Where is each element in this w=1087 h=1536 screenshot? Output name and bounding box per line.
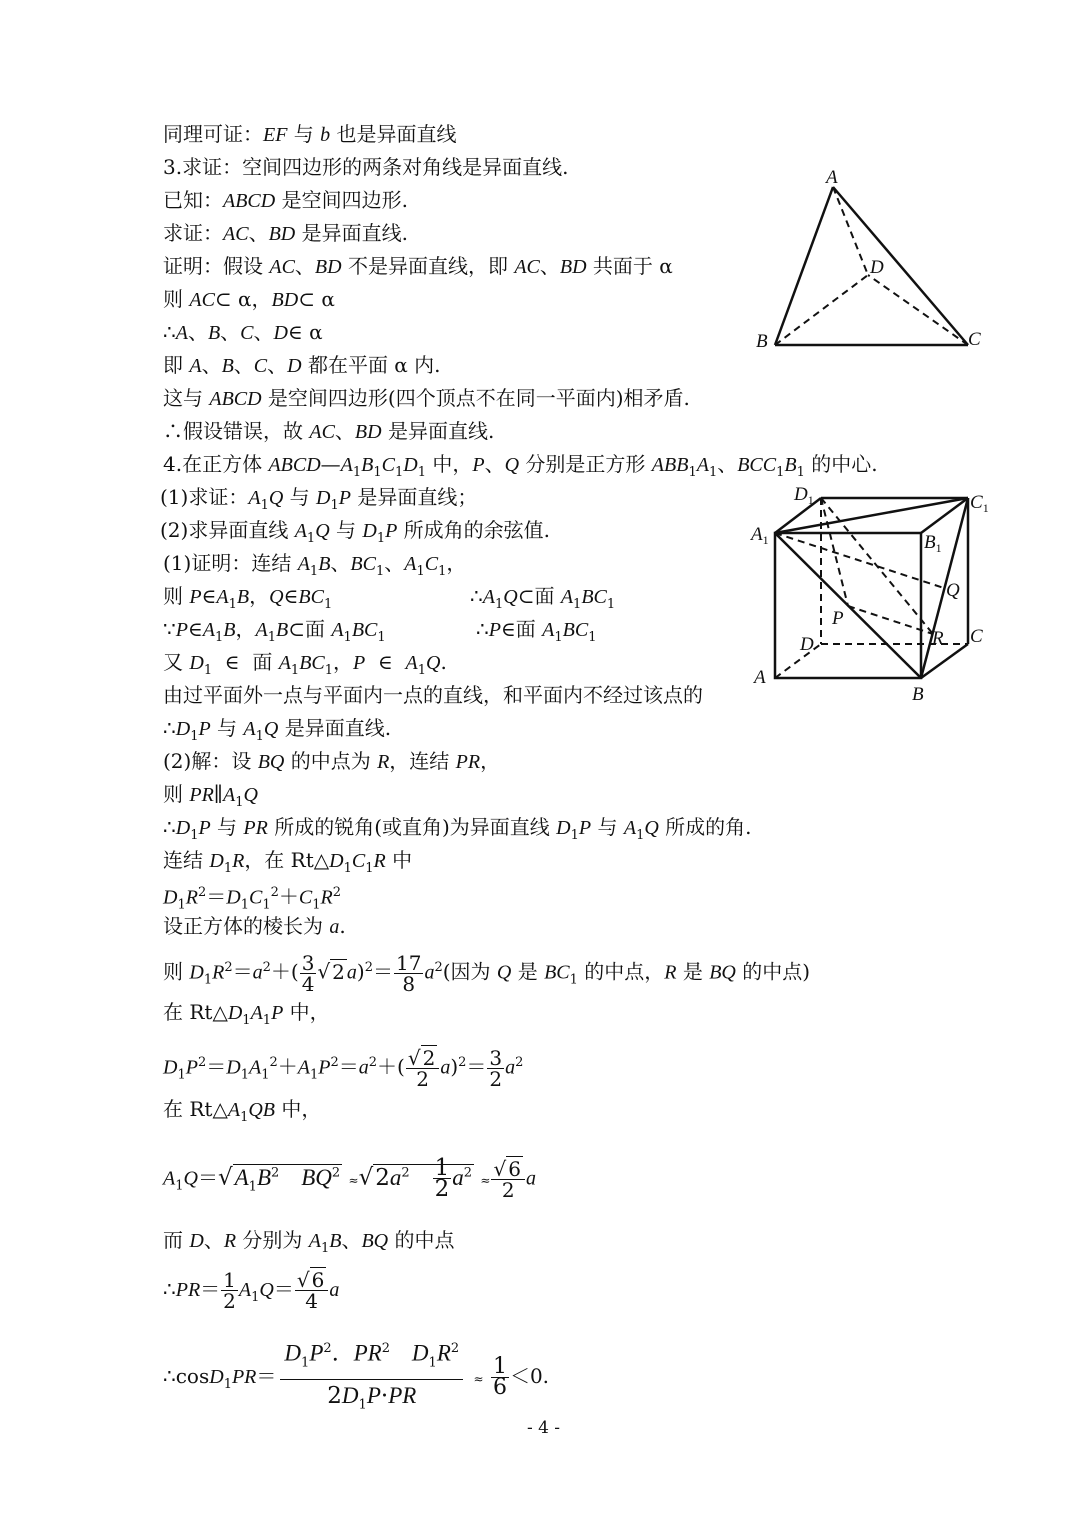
text-line-21: 则 $PR\parallel A_1Q$ [163,782,258,810]
text-line-33: ∴cosD$_1$PR＝ $\frac{D_1P^2. PR^2 D_1R^2}{2D_1P\cdot PR}$ ≈ $\frac{1}{6}$ ＜0. [163,1333,549,1405]
text-line-26: 则 $D_1R^2=a^2+$( $\frac{3}{4}$ √ 2 a)$^2$＝ $\frac{17}{8}$ $a^2$(因为 Q 是 $BC_1$ 的中点，R 是 BQ 的中点) [163,950,811,996]
text-line-25: 设正方体的棱长为 a. [163,914,346,938]
label-D1: $D_1$ [794,484,814,507]
text-line-5: 证明：假设 AC、BD 不是异面直线，即 AC、BD 共面于 α [163,254,673,278]
text-line-15a: 则 $P\in A_1B$，$Q\in BC_1$ [163,584,333,612]
text-line-10: ∴假设错误，故 AC、BD 是异面直线. [163,419,495,443]
text-line-11: 4.在正方体 $ABCD—A_1B_1C_1D_1$ 中，P、Q 分别是正方形 $ABB_1A_1$、$BCC_1B_1$ 的中心. [163,452,878,480]
text-line-18: 由过平面外一点与平面内一点的直线，和平面内不经过该点的 [163,683,703,707]
text-line-3: 已知：ABCD 是空间四边形. [163,188,408,212]
label-R: R [932,628,944,649]
label-B1: $B_1$ [924,532,942,555]
text-line-14: (1)证明：连结 $A_1B$、$BC_1$、$A_1C_1$， [163,551,467,579]
edge-AD [833,187,868,275]
text-line-16b: ∴P∈面 $A_1BC_1$ [476,617,597,645]
text-line-16a: $\because P\in A_1B$，$A_1B\subset$面 $A_1BC_1$ [163,617,386,645]
text-line-19: $\therefore D_1P$ 与 $A_1Q$ 是异面直线. [163,716,392,744]
text-line-17: 又 $D_1$ ∈ 面 $A_1BC_1$，P ∈ $A_1Q$. [163,650,447,678]
text-line-32: ∴PR＝ $\frac{1}{2}$ $A_1Q=$ $\frac{√ 6}{4}$ a [163,1268,340,1313]
cube-figure [748,478,998,708]
tetrahedron-figure [750,165,1000,355]
text-line-12: (1)求证：$A_1Q$ 与 $D_1P$ 是异面直线； [160,485,478,513]
label-C1: $C_1$ [970,492,989,515]
label-C: C [970,626,983,647]
label-Q: Q [946,580,960,601]
edge-BC1 [921,498,968,678]
text-line-4: 求证：AC、BD 是异面直线. [163,221,408,245]
text-line-1: 同理可证：EF 与 b 也是异面直线 [163,122,457,146]
text-line-28: $D_1P^2=D_1A_1^2+A_1P^2=a^2+$( $\frac{√ 2}{2}$ a)$^2$＝ $\frac{3}{2}$ $a^2$ [163,1045,524,1091]
label-B: B [756,331,768,352]
text-line-31: 而 D、R 分别为 $A_1B$、BQ 的中点 [163,1228,455,1256]
text-line-9: 这与 ABCD 是空间四边形(四个顶点不在同一平面内)相矛盾. [163,386,690,410]
label-P: P [832,608,844,629]
label-A: A [754,667,766,688]
text-line-23: 连结 $D_1R$，在 $Rt\triangle D_1C_1R$ 中 [163,848,413,876]
text-line-8: 即 A、B、C、D 都在平面 α 内. [163,353,441,377]
text-line-7: ∴A、B、C、D∈ α [163,320,323,344]
text-line-6: 则 AC⊂ α，BD⊂ α [163,287,335,311]
text-line-20: (2)解：设 BQ 的中点为 R，连结 PR， [163,749,501,773]
page-number: - 4 - [526,1418,561,1438]
text-line-24: $D_1R^2=D_1C_1^2+C_1R^2$ [163,884,341,913]
label-D: D [870,257,884,278]
edge-AD [775,644,821,678]
label-C: C [968,329,981,350]
label-D: D [800,634,814,655]
label-A1: $A_1$ [751,524,769,547]
edge-A1Q [775,533,944,588]
edge-AB [775,187,833,345]
text-line-15b: $\therefore A_1Q\subset$面 $A_1BC_1$ [470,584,616,612]
label-B: B [912,684,924,705]
text-line-29: 在 $Rt\triangle A_1QB$ 中， [163,1097,322,1125]
text-line-30: $A_1Q=√A_1B^2$ $BQ^2 \approx√2a^2$ $\frac{1}{2}$ $a^2$ ≈ $\frac{√ 6}{2}$ a [163,1155,536,1203]
text-line-2: 3.求证：空间四边形的两条对角线是异面直线. [163,155,569,179]
text-line-27: 在 $Rt\triangle D_1A_1P$ 中， [163,1000,330,1028]
label-A: A [826,167,838,188]
text-line-13: (2)求异面直线 $A_1Q$ 与 $D_1P$ 所成角的余弦值. [160,518,551,546]
edge-AC [833,187,968,345]
text-line-22: $\therefore D_1P$ 与 PR 所成的锐角(或直角)为异面直线 $D_1P$ 与 $A_1Q$ 所成的角. [163,815,752,843]
